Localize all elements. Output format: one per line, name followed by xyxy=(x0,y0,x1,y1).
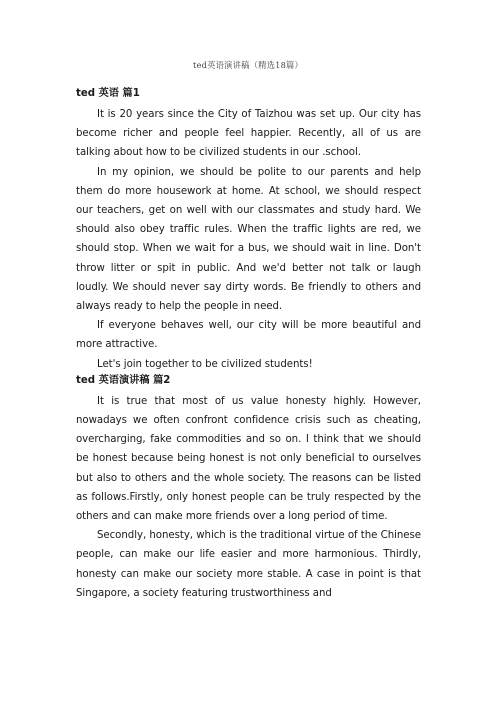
document-title: ted英语演讲稿（精选18篇） xyxy=(192,60,304,70)
paragraph: In my opinion, we should be polite to our parents and help them do more housework at home. At school, we should respect our teachers, get on well with our classmates and study hard. We should also obey traffic rules. When the traffic lights are red, we should stop. When we wait for a bus, we should wait in line. Don't throw litter or spit in public. And we'd better not talk or laugh loudly. We should never say dirty words. Be friendly to others and always ready to help the people in need. xyxy=(76,166,421,313)
paragraph: Let's join together to be civilized students! xyxy=(97,358,313,370)
document-body xyxy=(76,87,421,603)
paragraph: It is 20 years since the City of Taizhou was set up. Our city has become richer and people feel happier. Recently, all of us are talking about how to be civilized students in our .school. xyxy=(76,109,421,159)
paragraph: It is true that most of us value honesty highly. However, nowadays we often confront confidence crisis such as cheating, overcharging, fake commodities and so on. I think that we should be honest because being honest is not only beneficial to ourselves but also to others and the whole society. The reasons can be listed as follows.Firstly, only honest people can be truly respected by the others and can make more friends over a long period of time. xyxy=(76,395,421,523)
paragraph: If everyone behaves well, our city will be more beautiful and more attractive. xyxy=(76,320,421,351)
section-heading-1: ted 英语 篇1 xyxy=(76,88,140,99)
paragraph: Secondly, honesty, which is the traditional virtue of the Chinese people, can make our life easier and more harmonious. Thirdly, honesty can make our society more stable. A case in point is that Singapore, a society featuring trustworthiness and xyxy=(76,530,421,599)
section-heading-2: ted 英语演讲稿 篇2 xyxy=(76,374,171,386)
